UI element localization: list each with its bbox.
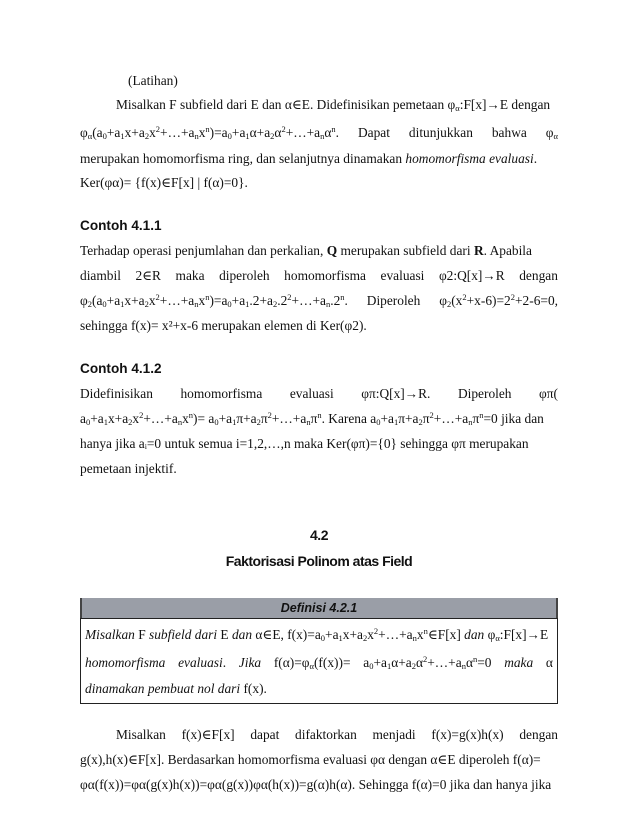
- closing-line-1: Misalkan f(x)∈F[x] dapat difaktorkan menjadi f(x)=g(x)h(x) dengan: [116, 727, 558, 742]
- contoh2-line-4: pemetaan injektif.: [80, 461, 177, 476]
- contoh-4-1-2-heading: Contoh 4.1.2: [80, 361, 162, 376]
- contoh2-line-2: $a_0+a_1x+a_2x^2+\dots+a_nx^n)=$ $a_0+a_1\pi+a_2\pi^2+\dots+a_n\pi^n$. Karena $a_0+a_1\pi+a_2\pi^2+\dots+a_n\pi^n=0$ jika dan: [80, 410, 544, 427]
- closing-line-3: φα(f(x))=φα(g(x)h(x))=φα(g(x))φα(h(x))=g(α)h(α). Sehingga f(α)=0 jika dan hanya jika: [80, 777, 552, 792]
- intro-line-2: $\varphi_\alpha(a_0+a_1x+a_2x^2+\dots+a_nx^n)=a_0+a_1\alpha+a_2\alpha^2+\dots+a_n\alpha^n$. Dapat ditunjukkan bahwa $\varphi_\alpha$: [80, 124, 558, 141]
- contoh2-line-1: Didefinisikan homomorfisma evaluasi φπ:Q[x]→R. Diperoleh φπ(: [80, 386, 558, 401]
- definition-box: [80, 618, 558, 704]
- contoh1-line-2: diambil 2∈R maka diperoleh homomorfisma evaluasi φ2:Q[x]→R dengan: [80, 268, 558, 283]
- definition-line-2: homomorfisma evaluasi. Jika $f(\alpha)=\varphi_\alpha(f(x))=$ $a_0+a_1\alpha+a_2\alpha^2+\dots+a_n\alpha^n=0$ maka α: [85, 654, 553, 671]
- section-title: Faktorisasi Polinom atas Field: [225, 553, 413, 569]
- definition-line-3: dinamakan pembuat nol dari f(x).: [85, 681, 267, 696]
- latihan-note: (Latihan): [128, 73, 178, 88]
- kernel-definition: Ker(φα)= {f(x)∈F[x] | f(α)=0}.: [80, 175, 248, 190]
- intro-line-3: merupakan homomorfisma ring, dan selanjutnya dinamakan homomorfisma evaluasi.: [80, 151, 538, 166]
- contoh1-line-4: sehingga f(x)= x²+x-6 merupakan elemen di Ker(φ2).: [80, 318, 367, 333]
- term-homomorfisma-evaluasi: homomorfisma evaluasi: [405, 151, 534, 166]
- contoh-4-1-1-heading: Contoh 4.1.1: [80, 218, 162, 233]
- contoh1-line-3: $\varphi_2(a_0+a_1x+a_2x^2+\dots+a_nx^n)=a_0+a_1.2+a_2.2^2+\dots+a_n.2^n$. Diperoleh $\varphi_2(x^2+x-6)=2^2+2-6=0$,: [80, 292, 558, 309]
- definition-line-1: Misalkan F subfield dari E dan α∈E, $f(x)=a_0+a_1x+a_2x^2+\dots+a_nx^n\in F[x]$ dan $\varphi_\alpha:F[x]\to E$: [85, 626, 549, 643]
- closing-line-2: g(x),h(x)∈F[x]. Berdasarkan homomorfisma evaluasi φα dengan α∈E diperoleh f(α)=: [80, 752, 541, 767]
- contoh2-line-3: hanya jika aᵢ=0 untuk semua i=1,2,…,n maka Ker(φπ)={0} sehingga φπ merupakan: [80, 436, 529, 451]
- definition-title-bar: Definisi 4.2.1: [80, 598, 558, 618]
- contoh1-line-1: Terhadap operasi penjumlahan dan perkalian, Q merupakan subfield dari R. Apabila: [80, 243, 532, 258]
- section-number: 4.2: [310, 527, 328, 543]
- intro-line-1: Misalkan F subfield dari E dan α∈E. Didefinisikan pemetaan $\varphi_\alpha:F[x]\to E$ dengan: [116, 97, 551, 113]
